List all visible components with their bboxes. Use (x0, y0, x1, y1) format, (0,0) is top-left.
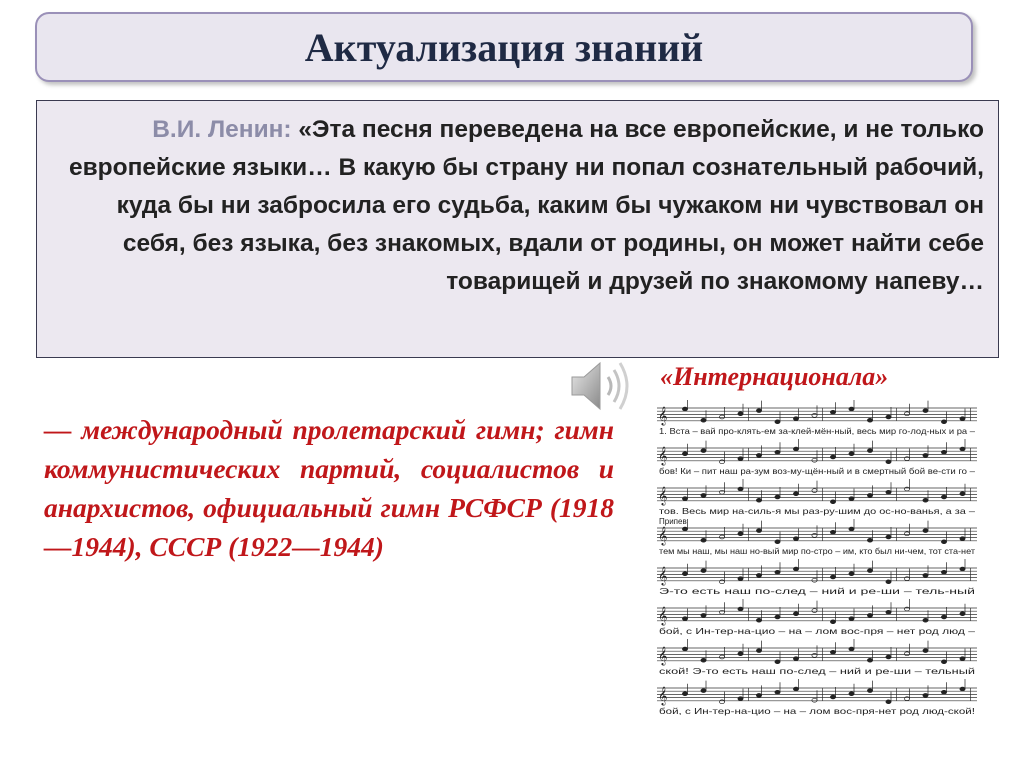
lyrics-line: бов! Ки – пит наш ра-зум воз-му-щён-ный и в смертный бой ве-сти го – (659, 467, 976, 476)
anthem-description: — международный пролетарский гимн; гимн коммунистических партий, социалистов и анархистов, официальный гимн РСФСР (1918—1944), СССР (1922—1944) (44, 414, 614, 562)
svg-text:𝄞: 𝄞 (658, 448, 668, 465)
lyrics-line: тем мы наш, мы наш но-вый мир по-стро – им, кто был ни-чем, тот ста-нет (659, 547, 976, 556)
slide-title: Актуализация знаний (304, 24, 704, 70)
lyrics-line: ской! Э-то есть наш по-след – ний и ре-ши – тельный (659, 667, 975, 676)
anthem-title: «Интернационала» (660, 362, 889, 391)
lyrics-line: бой, с Ин-тер-на-цио – на – лом вос-пря – нет род люд – (659, 627, 976, 636)
svg-text:𝄞: 𝄞 (658, 488, 668, 505)
quote-box (36, 100, 999, 358)
staff-row (657, 439, 977, 476)
staff-row (657, 639, 977, 676)
quote-author: В.И. Ленин: (152, 116, 292, 143)
lyrics-line: Э-то есть наш по-след – ний и ре-ши – тель-ный (659, 587, 975, 596)
staff-row (657, 679, 977, 716)
svg-text:𝄞: 𝄞 (658, 528, 668, 545)
svg-text:𝄞: 𝄞 (658, 648, 668, 665)
lyrics-line: 1. Вста – вай про-клять-ем за-клей-мён-ный, весь мир го-лод-ных и ра – (659, 427, 976, 436)
sheet-music-image (655, 400, 980, 720)
staff-row (657, 479, 977, 526)
lyrics-line: бой, с Ин-тер-на-цио – на – лом вос-пря-нет род люд-ской! (659, 707, 975, 716)
svg-text:𝄞: 𝄞 (658, 568, 668, 585)
staff-row (657, 599, 977, 636)
staff-row (657, 559, 977, 596)
quote-text: «Эта песня переведена на все европейские, и не только европейские языки… В какую бы страну ни попал сознательный рабочий, куда бы ни забросила его судьба, каким бы чужаком ни чувствовал он себя, без языка, без знакомых, вдали от родины, он может найти себе товарищей и друзей по знакомому напеву… (69, 116, 984, 295)
chorus-label: Припев (659, 517, 687, 526)
svg-text:𝄞: 𝄞 (658, 688, 668, 705)
speaker-icon[interactable] (568, 355, 638, 417)
staff-row (657, 519, 977, 556)
lyrics-line: тов. Весь мир на-силь-я мы раз-ру-шим до ос-но-ванья, а за – (659, 507, 976, 516)
title-banner (35, 12, 973, 82)
staff-row (657, 400, 977, 436)
svg-text:𝄞: 𝄞 (658, 608, 668, 625)
svg-text:𝄞: 𝄞 (658, 408, 668, 425)
